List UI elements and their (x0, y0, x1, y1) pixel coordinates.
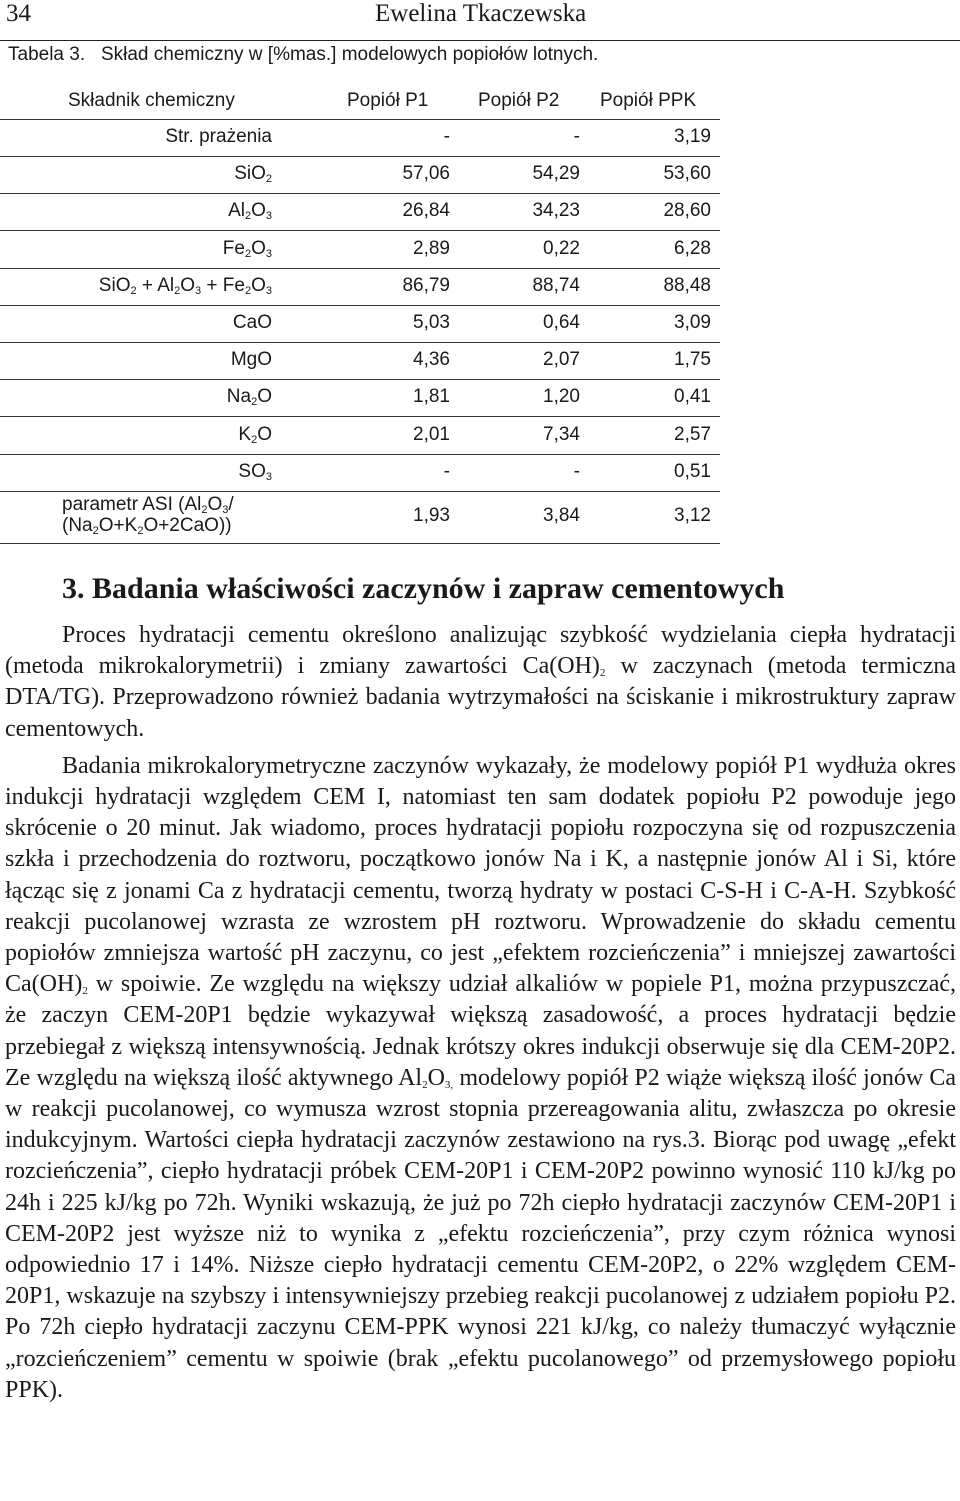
page-header (0, 0, 960, 41)
column-header-component: Składnik chemiczny (68, 90, 235, 111)
value-p2: 2,07 (543, 349, 580, 371)
value-p1: 1,81 (413, 386, 450, 408)
paragraph: Badania mikrokalorymetryczne zaczynów wykazały, że modelowy popiół P1 wydłuża okres indukcji hydratacji względem CEM I, natomiast ten sam dodatek popiołu P2 powoduje jego skrócenie o 20 minut. Jak wiadomo, proces hydratacji popiołu rozpoczyna się od rozpuszczenia szkła i przechodzenia do roztworu, początkowo jonów Na i K, a następnie jonów Al i Si, które łącząc się z jonami Ca z hydratacji cementu, tworzą hydraty w postaci C-S-H i C-A-H. Szybkość reakcji pucolanowej wzrasta ze wzrostem pH roztworu. Wprowadzenie do składu cementu popiołów zmniejsza wartość pH zaczynu, co jest „efektem rozcieńczenia” i mniejszej zawartości $Ca(OH)_2$ w spoiwie. Ze względu na większy udział alkaliów w popiele P1, można przypuszczać, że zaczyn CEM-20P1 będzie wykazywał większą zasadowość, a proces hydratacji będzie przebiegał z większą intensywnością. Jednak krótszy okres indukcji obserwuje się dla CEM-20P2. Ze względu na większą ilość aktywnego $Al_2O_{3,}$ modelowy popiół P2 wiąże większą ilość jonów Ca w reakcji pucolanowej, co wymusza wzrost stopnia przereagowania alitu, zwłaszcza po okresie indukcyjnym. Wartości ciepła hydratacji zaczynów zestawiono na rys.3. Biorąc pod uwagę „efekt rozcieńczenia”, ciepło hydratacji próbek CEM-20P1 i CEM-20P2 powinno wynosić 110 kJ/kg po 24h i 225 kJ/kg po 72h. Wyniki wskazują, że już po 72h ciepło hydratacji zaczynów CEM-20P1 i CEM-20P2 jest wyższe niż to wynika z „efektu rozcieńczenia”, przy czym różnica wynosi odpowiednio 17 i 14%. Niższe ciepło hydratacji cementu CEM-20P2, o 22% względem CEM-20P1, wskazuje na szybszy i intensywniejszy przebieg reakcji pucolanowej z udziałem popiołu P2. Po 72h ciepło hydratacji zaczynu CEM-PPK wynosi 221 kJ/kg, co należy tłumaczyć wyłącznie „rozcieńczeniem” cementu w spoiwie (brak „efektu pucolanowego” od przemysłowego popiołu PPK). (5, 752, 957, 1403)
value-p2: 88,74 (532, 274, 580, 296)
value-ppk: 88,48 (663, 274, 711, 296)
component-name: parametr ASI ($Al_2O_3/$ $(Na_2O+K_2O+2CaO)$) (62, 494, 234, 537)
value-ppk: 1,75 (674, 349, 711, 371)
value-ppk: 2,57 (674, 423, 711, 445)
value-p1: - (443, 460, 450, 482)
value-p1: 86,79 (402, 274, 450, 296)
table-row (0, 119, 720, 157)
table-row (0, 156, 720, 194)
page-number: 34 (6, 0, 31, 27)
value-ppk: 0,51 (674, 460, 711, 482)
table-row (0, 342, 720, 380)
table-row (0, 268, 720, 306)
table-row (0, 193, 720, 231)
component-name: $SO_3$ (238, 460, 272, 483)
component-name: SiO$_2$ (234, 163, 272, 186)
value-p1: 5,03 (413, 312, 450, 333)
table-row (0, 305, 720, 343)
body-text (5, 620, 956, 1412)
table-row (0, 379, 720, 417)
component-name: $Fe_2O_3$ (222, 237, 272, 260)
component-name: $Na_2O$ (226, 386, 272, 409)
table-row (0, 491, 720, 544)
value-p2: 0,64 (543, 312, 580, 333)
section-title: 3. Badania właściwości zaczynów i zapraw cementowych (62, 572, 785, 605)
table-caption: Tabela 3. Skład chemiczny w [%mas.] modelowych popiołów lotnych. (8, 44, 599, 65)
value-p2: 34,23 (532, 200, 580, 222)
value-p2: 3,84 (543, 505, 580, 526)
table-row (0, 417, 720, 455)
table-row (0, 454, 720, 492)
component-name: $K_2O$ (238, 423, 272, 446)
paragraph: Proces hydratacji cementu określono analizując szybkość wydzielania ciepła hydratacji (metoda mikrokalorymetrii) i zmiany zawartości $Ca(OH)_2$ w zaczynach (metoda termiczna DTA/TG). Przeprowadzono również badania wytrzymałości na ściskanie i mikrostruktury zapraw cementowych. (5, 622, 956, 742)
value-ppk: 3,09 (674, 312, 711, 333)
component-name: $SiO_2 + Al_2O_3 + Fe_2O_3$ (98, 274, 272, 297)
component-name: CaO (232, 312, 272, 333)
table-header-row (0, 84, 720, 120)
value-p1: 26,84 (402, 200, 450, 222)
value-ppk: 6,28 (674, 237, 711, 259)
column-header-ppk: Popiół PPK (600, 90, 697, 111)
column-header-p1: Popiół P1 (347, 90, 429, 111)
value-ppk: 3,12 (674, 505, 711, 526)
value-ppk: 53,60 (663, 163, 711, 185)
value-p2: 0,22 (543, 237, 580, 259)
value-p1: 57,06 (402, 163, 450, 185)
value-ppk: 3,19 (674, 126, 711, 147)
value-p2: - (573, 460, 580, 482)
value-p1: 1,93 (413, 505, 450, 526)
value-p1: 4,36 (413, 349, 450, 371)
value-ppk: 28,60 (663, 200, 711, 222)
table-row (0, 231, 720, 269)
value-p2: 54,29 (532, 163, 580, 185)
value-p1: 2,01 (413, 423, 450, 445)
value-ppk: 0,41 (674, 386, 711, 408)
running-head-author: Ewelina Tkaczewska (375, 0, 587, 27)
component-name: Str. prażenia (165, 126, 272, 147)
component-name: MgO (230, 349, 272, 371)
value-p2: 1,20 (543, 386, 580, 408)
column-header-p2: Popiół P2 (478, 90, 560, 111)
value-p1: 2,89 (413, 237, 450, 259)
value-p2: - (573, 126, 580, 147)
value-p2: 7,34 (543, 423, 580, 445)
component-name: $Al_2O_3$ (228, 200, 272, 223)
value-p1: - (443, 126, 450, 147)
